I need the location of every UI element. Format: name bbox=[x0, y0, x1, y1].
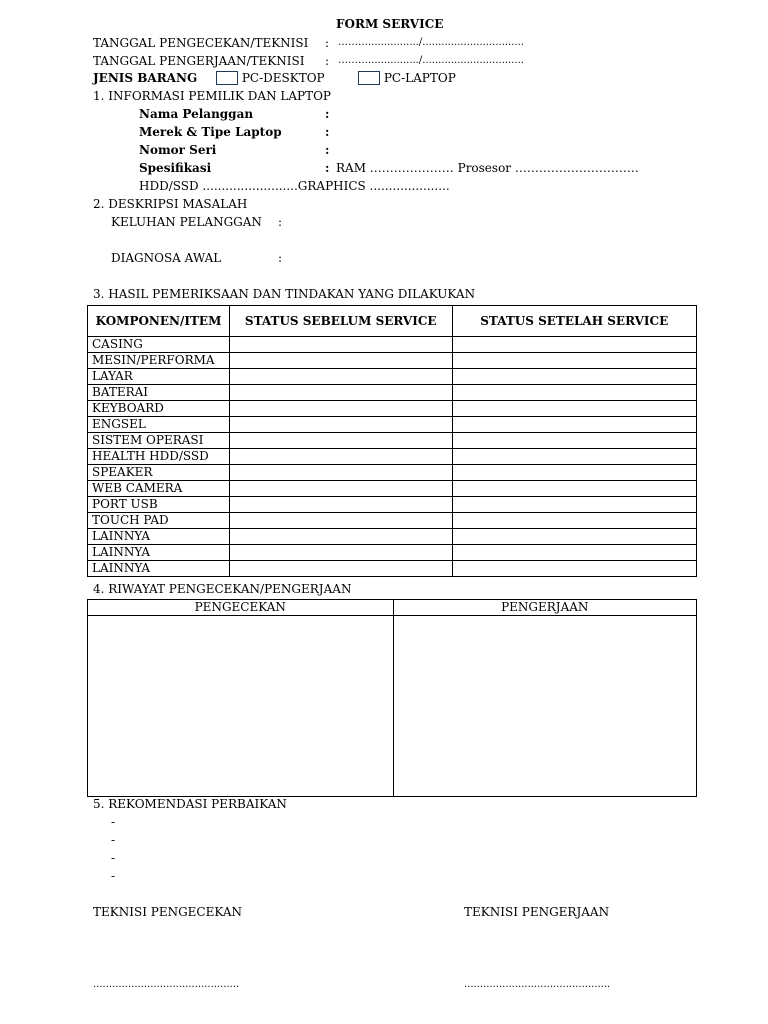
col-pengecekan: PENGECEKAN bbox=[88, 600, 394, 616]
pc-laptop-option[interactable] bbox=[358, 70, 456, 86]
komponen-cell: HEALTH HDD/SSD bbox=[88, 449, 230, 465]
tanggal-pengerjaan-sep: : bbox=[325, 54, 330, 68]
tanggal-pengecekan-sep: : bbox=[325, 36, 330, 50]
status-sebelum-cell[interactable] bbox=[229, 353, 452, 369]
pc-desktop-checkbox[interactable] bbox=[216, 71, 238, 85]
diagnosa-label: DIAGNOSA AWAL bbox=[111, 251, 222, 265]
jenis-barang-label: JENIS BARANG bbox=[93, 71, 198, 85]
table-row bbox=[88, 497, 697, 513]
merek-tipe-label: Merek & Tipe Laptop bbox=[139, 125, 282, 139]
status-setelah-cell[interactable] bbox=[452, 465, 696, 481]
table-row bbox=[88, 385, 697, 401]
table-row bbox=[88, 401, 697, 417]
pc-desktop-option[interactable] bbox=[216, 70, 325, 86]
komponen-cell: CASING bbox=[88, 337, 230, 353]
status-setelah-cell[interactable] bbox=[452, 353, 696, 369]
status-sebelum-cell[interactable] bbox=[229, 385, 452, 401]
col-pengerjaan: PENGERJAAN bbox=[393, 600, 697, 616]
status-sebelum-cell[interactable] bbox=[229, 433, 452, 449]
table-row bbox=[88, 513, 697, 529]
status-setelah-cell[interactable] bbox=[452, 433, 696, 449]
pc-laptop-checkbox[interactable] bbox=[358, 71, 380, 85]
table-row bbox=[88, 449, 697, 465]
status-setelah-cell[interactable] bbox=[452, 481, 696, 497]
status-sebelum-cell[interactable] bbox=[229, 529, 452, 545]
komponen-cell: PORT USB bbox=[88, 497, 230, 513]
table-row bbox=[88, 529, 697, 545]
pemeriksaan-table bbox=[87, 305, 697, 577]
table-row bbox=[88, 561, 697, 577]
komponen-cell: LAYAR bbox=[88, 369, 230, 385]
komponen-cell: SPEAKER bbox=[88, 465, 230, 481]
spesifikasi-sep: : bbox=[325, 161, 330, 175]
tanggal-pengerjaan-field[interactable]: ………................/................................ bbox=[338, 55, 524, 66]
tanggal-pengecekan-label: TANGGAL PENGECEKAN/TEKNISI bbox=[93, 36, 309, 50]
table-row bbox=[88, 353, 697, 369]
spesifikasi-field[interactable]: RAM ………………… Prosesor …………………………. bbox=[336, 161, 639, 175]
pengecekan-cell[interactable] bbox=[88, 616, 394, 797]
status-setelah-cell[interactable] bbox=[452, 337, 696, 353]
nomor-seri-sep: : bbox=[325, 143, 330, 157]
teknisi-pengerjaan-label: TEKNISI PENGERJAAN bbox=[464, 905, 610, 919]
status-sebelum-cell[interactable] bbox=[229, 561, 452, 577]
status-sebelum-cell[interactable] bbox=[229, 481, 452, 497]
section5-heading: 5. REKOMENDASI PERBAIKAN bbox=[93, 797, 287, 811]
rekomendasi-item[interactable]: - bbox=[111, 869, 116, 883]
komponen-cell: KEYBOARD bbox=[88, 401, 230, 417]
keluhan-sep: : bbox=[278, 215, 283, 229]
spesifikasi-line2[interactable]: HDD/SSD .........................GRAPHICS ..................... bbox=[139, 179, 450, 193]
status-setelah-cell[interactable] bbox=[452, 369, 696, 385]
tanggal-pengecekan-field[interactable]: ………................/................................ bbox=[338, 37, 524, 48]
komponen-cell: BATERAI bbox=[88, 385, 230, 401]
riwayat-table bbox=[87, 599, 697, 797]
status-sebelum-cell[interactable] bbox=[229, 369, 452, 385]
table-row bbox=[88, 417, 697, 433]
status-setelah-cell[interactable] bbox=[452, 561, 696, 577]
status-setelah-cell[interactable] bbox=[452, 545, 696, 561]
section4-heading: 4. RIWAYAT PENGECEKAN/PENGERJAAN bbox=[93, 582, 352, 596]
status-sebelum-cell[interactable] bbox=[229, 449, 452, 465]
status-setelah-cell[interactable] bbox=[452, 401, 696, 417]
status-setelah-cell[interactable] bbox=[452, 529, 696, 545]
col-komponen: KOMPONEN/ITEM bbox=[88, 306, 230, 337]
status-setelah-cell[interactable] bbox=[452, 449, 696, 465]
table-row bbox=[88, 433, 697, 449]
section3-heading: 3. HASIL PEMERIKSAAN DAN TINDAKAN YANG DILAKUKAN bbox=[93, 287, 476, 301]
section1-heading: 1. INFORMASI PEMILIK DAN LAPTOP bbox=[93, 89, 332, 103]
rekomendasi-item[interactable]: - bbox=[111, 851, 116, 865]
table-row bbox=[88, 369, 697, 385]
form-title: FORM SERVICE bbox=[336, 17, 444, 31]
pc-laptop-label: PC-LAPTOP bbox=[383, 71, 456, 85]
nama-pelanggan-sep: : bbox=[325, 107, 330, 121]
komponen-cell: LAINNYA bbox=[88, 529, 230, 545]
pengerjaan-cell[interactable] bbox=[393, 616, 697, 797]
status-setelah-cell[interactable] bbox=[452, 513, 696, 529]
status-sebelum-cell[interactable] bbox=[229, 513, 452, 529]
status-sebelum-cell[interactable] bbox=[229, 417, 452, 433]
status-sebelum-cell[interactable] bbox=[229, 401, 452, 417]
komponen-cell: MESIN/PERFORMA bbox=[88, 353, 230, 369]
table-row bbox=[88, 337, 697, 353]
status-sebelum-cell[interactable] bbox=[229, 337, 452, 353]
komponen-cell: LAINNYA bbox=[88, 561, 230, 577]
komponen-cell: TOUCH PAD bbox=[88, 513, 230, 529]
teknisi-pengecekan-signature[interactable]: .............................................. bbox=[93, 979, 240, 990]
spesifikasi-label: Spesifikasi bbox=[139, 161, 212, 175]
col-status-sebelum: STATUS SEBELUM SERVICE bbox=[229, 306, 452, 337]
merek-tipe-sep: : bbox=[325, 125, 330, 139]
teknisi-pengecekan-label: TEKNISI PENGECEKAN bbox=[93, 905, 243, 919]
status-sebelum-cell[interactable] bbox=[229, 545, 452, 561]
status-setelah-cell[interactable] bbox=[452, 385, 696, 401]
section2-heading: 2. DESKRIPSI MASALAH bbox=[93, 197, 248, 211]
komponen-cell: LAINNYA bbox=[88, 545, 230, 561]
komponen-cell: WEB CAMERA bbox=[88, 481, 230, 497]
status-setelah-cell[interactable] bbox=[452, 417, 696, 433]
rekomendasi-item[interactable]: - bbox=[111, 815, 116, 829]
table-row bbox=[88, 465, 697, 481]
keluhan-label: KELUHAN PELANGGAN bbox=[111, 215, 262, 229]
diagnosa-sep: : bbox=[278, 251, 283, 265]
table-row bbox=[88, 481, 697, 497]
status-sebelum-cell[interactable] bbox=[229, 497, 452, 513]
status-setelah-cell[interactable] bbox=[452, 497, 696, 513]
pc-desktop-label: PC-DESKTOP bbox=[241, 71, 325, 85]
rekomendasi-item[interactable]: - bbox=[111, 833, 116, 847]
komponen-cell: SISTEM OPERASI bbox=[88, 433, 230, 449]
tanggal-pengerjaan-label: TANGGAL PENGERJAAN/TEKNISI bbox=[93, 54, 305, 68]
teknisi-pengerjaan-signature[interactable]: .............................................. bbox=[464, 979, 611, 990]
komponen-cell: ENGSEL bbox=[88, 417, 230, 433]
nomor-seri-label: Nomor Seri bbox=[139, 143, 217, 157]
status-sebelum-cell[interactable] bbox=[229, 465, 452, 481]
nama-pelanggan-label: Nama Pelanggan bbox=[139, 107, 254, 121]
table-row bbox=[88, 545, 697, 561]
col-status-setelah: STATUS SETELAH SERVICE bbox=[452, 306, 696, 337]
